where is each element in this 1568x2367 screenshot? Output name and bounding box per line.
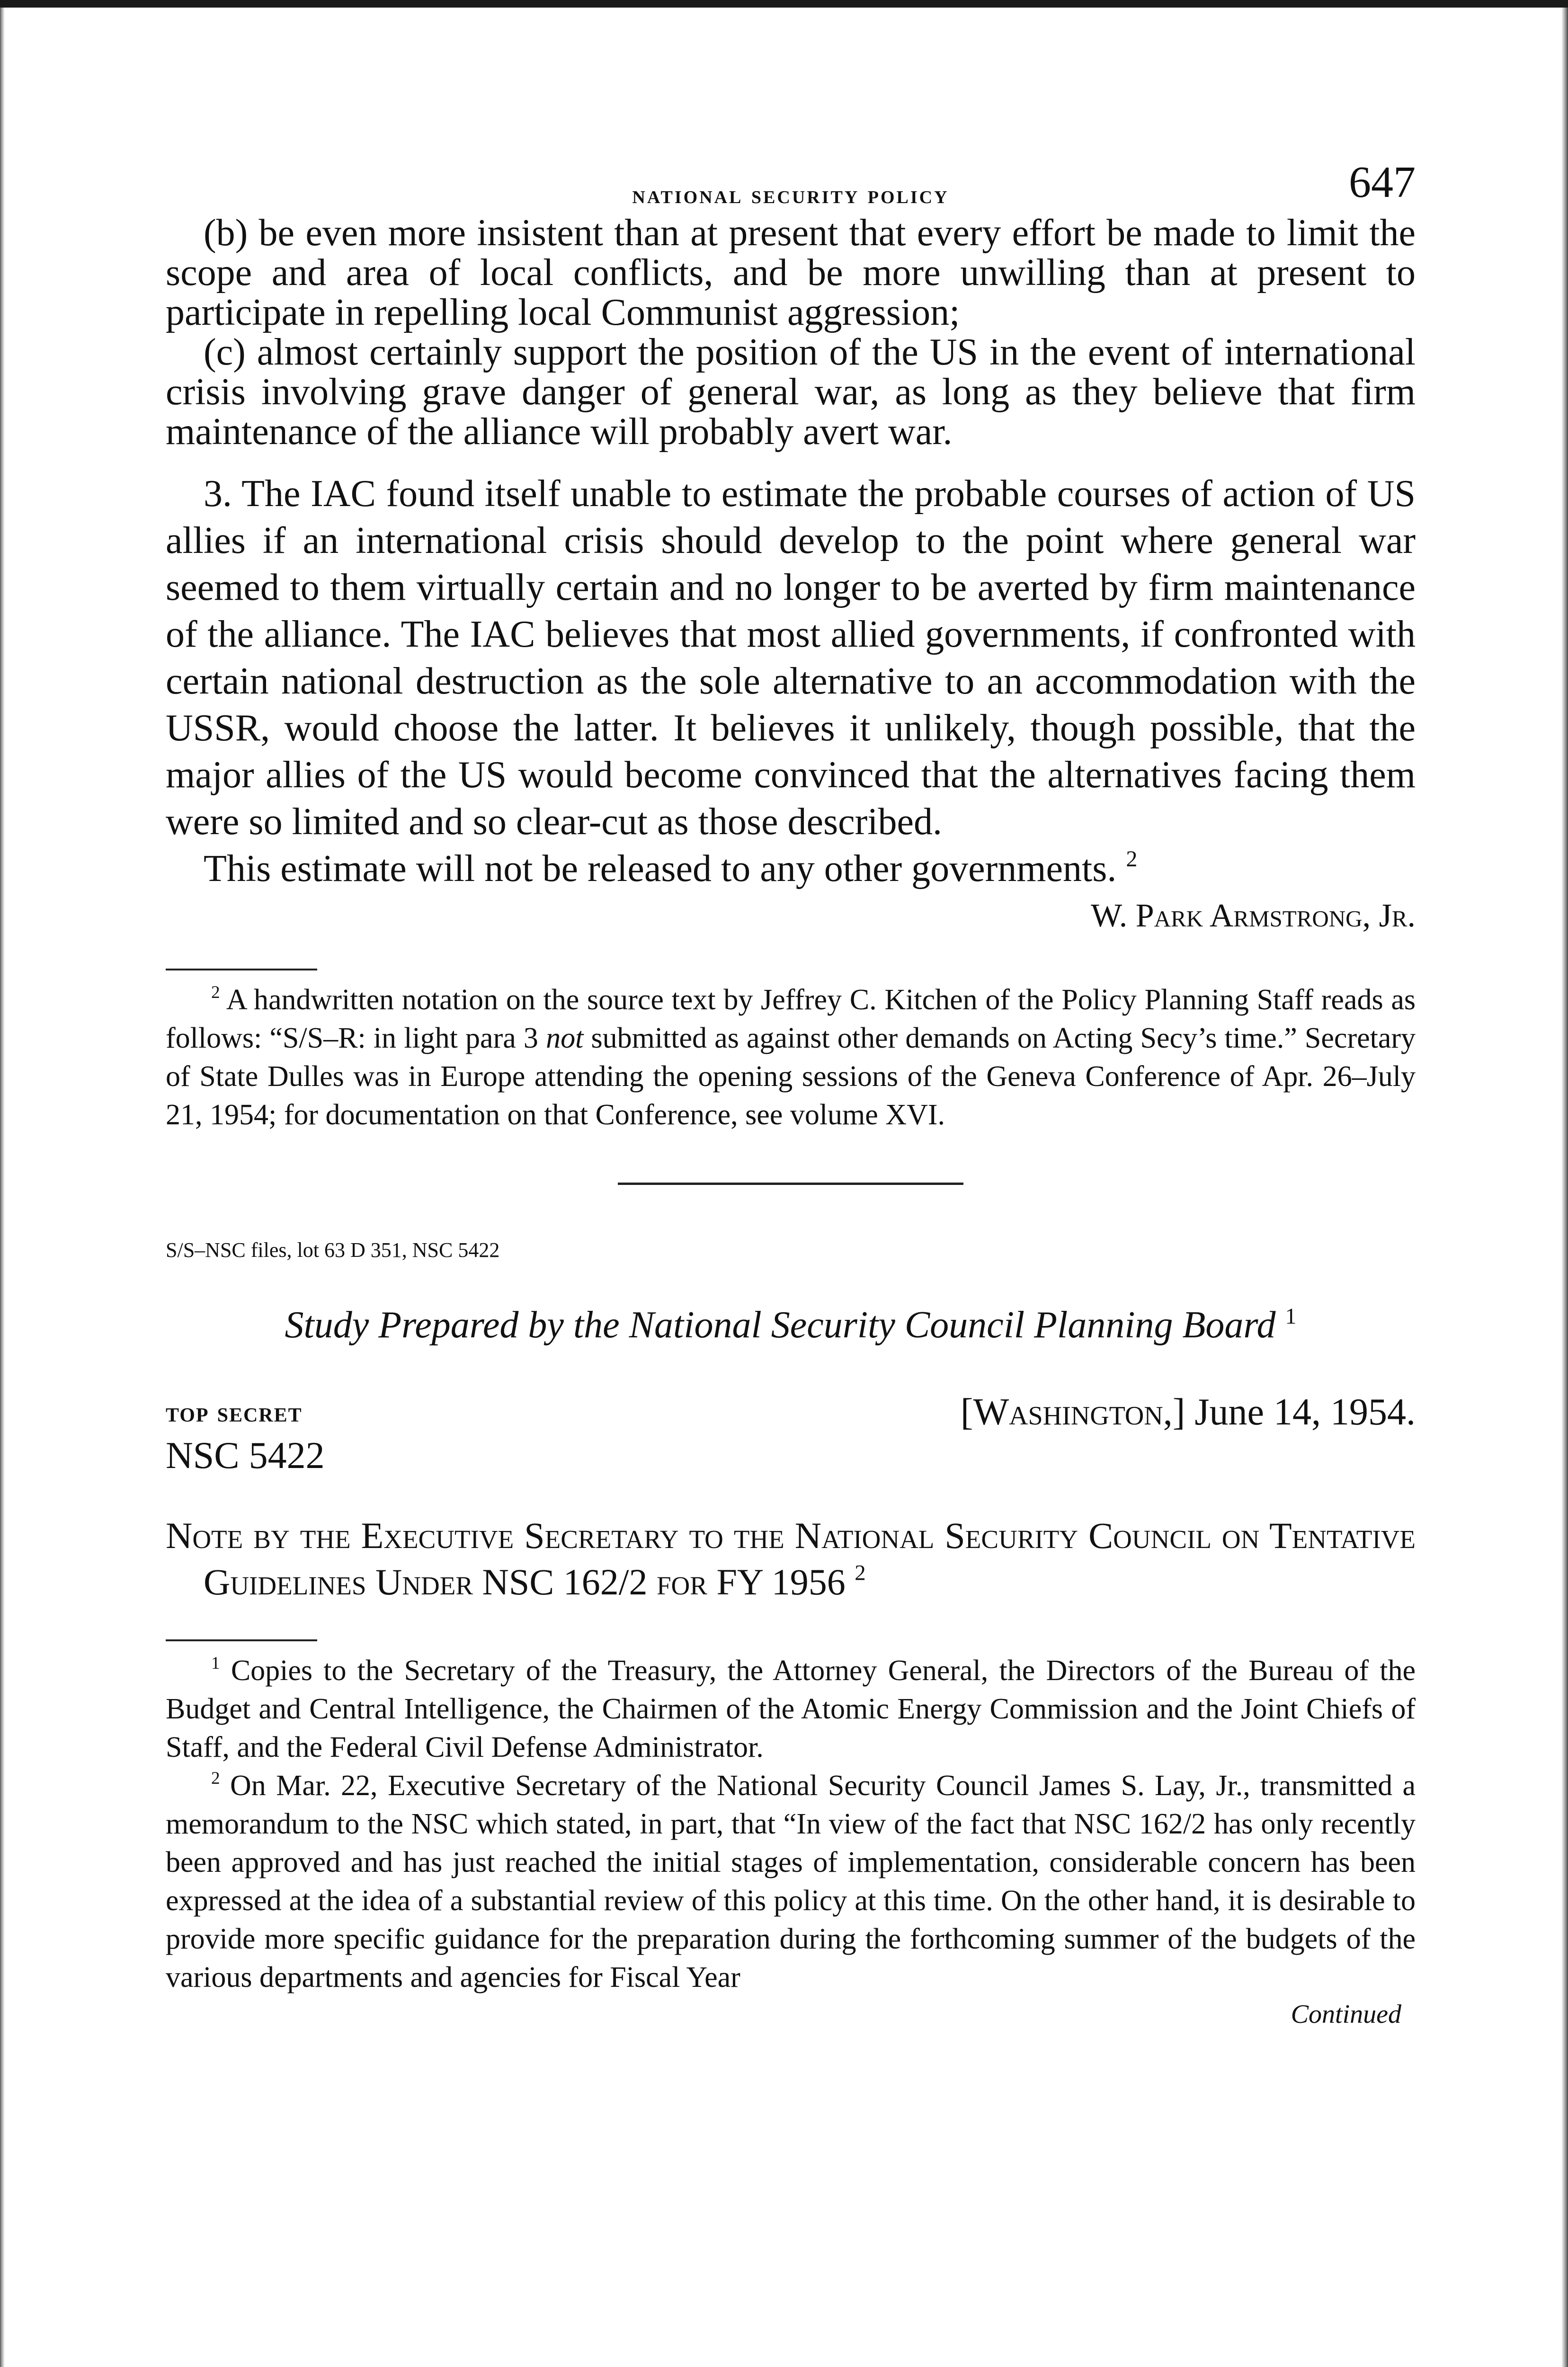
paragraph-3: 3. The IAC found itself unable to estimate the probable courses of action of US allies if an international crisis should develop to the point where general war seemed to them virtually certain and no longer to be averted by firm maintenance of the alliance. The IAC believes that most allied governments, if confronted with certain national destruction as the sole alternative to an accommodation with the USSR, would choose the latter. It believes it unlikely, though possible, that the major allies of the US would become convinced that the alternatives facing them were so limited and so clear-cut as those described. (166, 473, 1416, 843)
paragraph-b: (b) be even more insistent than at present that every effort be made to limit the scope and area of local conflicts, and be more unwilling than at present to participate in repelling local Communist aggression; (166, 212, 1416, 333)
footnote-ref[interactable]: 2 (1126, 846, 1138, 872)
date: June 14, 1954. (1194, 1391, 1416, 1433)
closing-sentence-text: This estimate will not be released to any other governments. (204, 848, 1117, 890)
footnote-item (166, 1652, 1416, 1767)
document-title (166, 1294, 1416, 1348)
place-date (961, 1389, 1416, 1435)
continued-label: Continued (1291, 1999, 1401, 2029)
classification-label: top secret (166, 1396, 303, 1428)
top-border (0, 0, 1568, 8)
place: [Washington,] (960, 1391, 1185, 1433)
document-meta (166, 1389, 1416, 1479)
left-page-edge (0, 8, 5, 2367)
document-heading (166, 1513, 1416, 1605)
page-number: 647 (1349, 158, 1416, 207)
signature: W. Park Armstrong, Jr. (1091, 898, 1416, 934)
footnotes-bottom (166, 1652, 1416, 1997)
heading-part3: for (656, 1561, 707, 1602)
footnote-marker: 2 (211, 982, 220, 1002)
heading-footnote-ref[interactable]: 2 (855, 1560, 866, 1585)
heading-part1: Note by the Executive Secretary to the National Security Council on Tentative Guidelines Under (166, 1514, 1416, 1602)
paragraph-c: (c) almost certainly support the position of the US in the event of international crisis involving grave danger of general war, as long as they believe that firm maintenance of the alliance will probably avert war. (166, 331, 1416, 453)
footnote-divider (166, 969, 317, 970)
footnote-text-part2: submitted as against other demands on Acting Secy’s time.” Secretary of State Dulles was in Europe attending the opening sessions of the Geneva Conference of Apr. 26–July 21, 1954; for documentation on that Conference, see volume XVI. (166, 1022, 1416, 1131)
running-header (166, 156, 1416, 213)
main-body (166, 471, 1416, 892)
running-title: national security policy (632, 180, 949, 209)
closing-sentence (166, 845, 1416, 892)
document-number: NSC 5422 (166, 1434, 325, 1477)
title-footnote-ref[interactable]: 1 (1285, 1304, 1297, 1329)
right-page-edge (1561, 8, 1568, 2367)
footnote-marker: 1 (211, 1653, 220, 1673)
continuation-block (166, 213, 1416, 452)
heading-part4: FY 1956 (716, 1561, 846, 1602)
footnote-item (166, 981, 1416, 1134)
source-citation: S/S–NSC files, lot 63 D 351, NSC 5422 (166, 1238, 500, 1262)
footnote-divider (166, 1639, 317, 1641)
document-title-text: Study Prepared by the National Security Council Planning Board (285, 1304, 1276, 1346)
document-page (166, 156, 1416, 2032)
footnote-text: On Mar. 22, Executive Secretary of the National Security Council James S. Lay, Jr., transmitted a memorandum to the NSC which stated, in part, that “In view of the fact that NSC 162/2 has only recently been approved and has just reached the initial stages of implementation, considerable concern has been expressed at the idea of a substantial review of this policy at this time. On the other hand, it is desirable to provide more specific guidance for the preparation during the forthcoming summer of the budgets of the various departments and agencies for Fiscal Year (166, 1769, 1416, 1993)
footnote-text-part1: A handwritten notation on the source text by Jeffrey C. Kitchen of the Policy Planning Staff reads as follows: “S/S–R: in light para 3 (166, 984, 1416, 1054)
footnote-item (166, 1767, 1416, 1997)
heading-part2: NSC 162/2 (482, 1561, 648, 1602)
footnote-marker: 2 (211, 1768, 220, 1788)
footnotes-top (166, 981, 1416, 1134)
footnote-italic: not (546, 1022, 584, 1054)
footnote-text: Copies to the Secretary of the Treasury, the Attorney General, the Directors of the Bureau of the Budget and Central Intelligence, the Chairmen of the Atomic Energy Commission and the Joint Chiefs of Staff, and the Federal Civil Defense Administrator. (166, 1654, 1416, 1763)
section-divider (618, 1183, 963, 1185)
